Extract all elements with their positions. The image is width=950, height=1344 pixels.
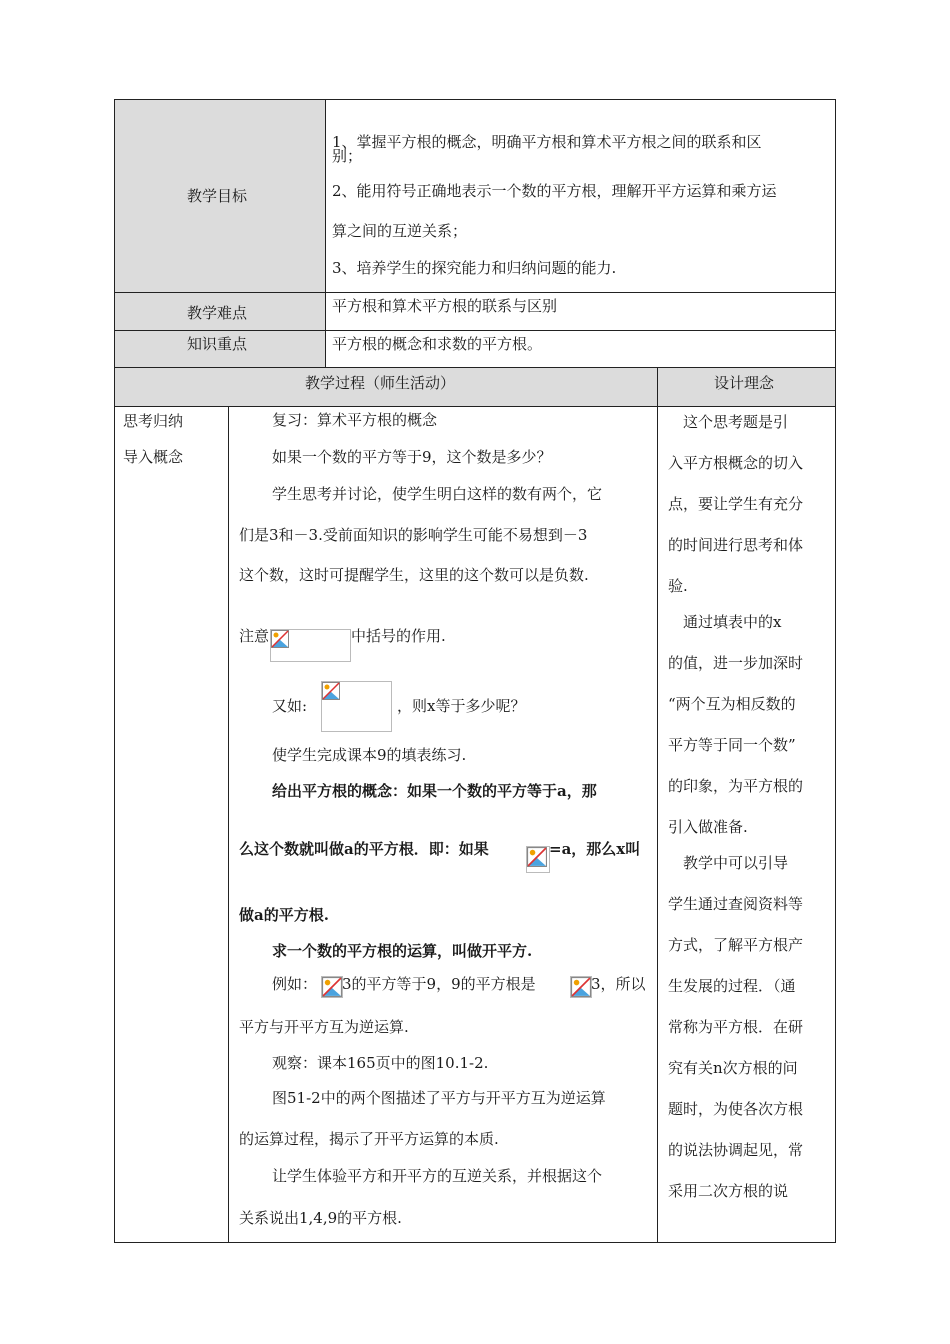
table-border xyxy=(325,99,326,368)
goal-line: 算之间的互逆关系； xyxy=(332,222,468,240)
broken-image-icon xyxy=(322,977,342,997)
concept-line: 的印象，为平方根的 xyxy=(668,777,804,795)
definition-line: 给出平方根的概念：如果一个数的平方等于a，那 xyxy=(272,782,597,800)
example-line: 平方与开平方互为逆运算. xyxy=(239,1018,409,1036)
table-border xyxy=(115,406,836,407)
goal-line: 1、掌握平方根的概念，明确平方根和算术平方根之间的联系和区 xyxy=(332,133,762,151)
key-label: 知识重点 xyxy=(187,335,248,353)
concept-line: 生发展的过程．（通 xyxy=(668,977,796,995)
example-middle: 3的平方等于9，9的平方根是 xyxy=(342,975,536,993)
concept-line: 常称为平方根．在研 xyxy=(668,1018,804,1036)
goal-line: 别； xyxy=(332,147,363,165)
goal-label: 教学目标 xyxy=(187,187,248,205)
also-prefix: 又如: xyxy=(272,697,308,715)
observe-line: 观察：课本165页中的图10.1-2. xyxy=(272,1054,489,1072)
header-concept: 设计理念 xyxy=(714,374,775,392)
table-border xyxy=(835,99,836,1243)
concept-line: 点，要让学生有充分 xyxy=(668,495,804,513)
question-line: 如果一个数的平方等于9，这个数是多少？ xyxy=(272,448,552,466)
table-border xyxy=(114,99,115,1243)
paragraph-line: 学生思考并讨论，使学生明白这样的数有两个，它 xyxy=(272,485,603,503)
concept-line: 采用二次方根的说 xyxy=(668,1182,789,1200)
experience-line: 让学生体验平方和开平方的互逆关系，并根据这个 xyxy=(272,1167,603,1185)
concept-line: 入平方根概念的切入 xyxy=(668,454,804,472)
concept-line: “两个互为相反数的 xyxy=(668,695,796,713)
header-process: 教学过程（师生活动） xyxy=(305,374,456,392)
definition-line: =a，那么x叫 xyxy=(549,840,641,858)
also-suffix: ，则x等于多少呢？ xyxy=(397,697,526,715)
broken-image-icon xyxy=(571,977,591,997)
table-border xyxy=(115,367,836,368)
note-prefix: 注意 xyxy=(239,627,270,645)
review-line: 复习：算术平方根的概念 xyxy=(272,411,438,429)
key-text: 平方根的概念和求数的平方根。 xyxy=(332,335,543,353)
formula-image xyxy=(321,681,392,732)
formula-image xyxy=(526,846,550,873)
concept-line: 通过填表中的x xyxy=(668,613,782,631)
concept-line: 教学中可以引导 xyxy=(668,854,789,872)
example-suffix: 3，所以 xyxy=(591,975,646,993)
table-border xyxy=(115,99,836,100)
table-border xyxy=(115,292,836,293)
paragraph-line: 这个数，这时可提醒学生，这里的这个数可以是负数. xyxy=(239,566,589,584)
concept-line: 方式，了解平方根产 xyxy=(668,936,804,954)
stage-line: 导入概念 xyxy=(123,448,184,466)
definition-line: 做a的平方根. xyxy=(239,906,329,924)
concept-line: 的时间进行思考和体 xyxy=(668,536,804,554)
concept-line: 平方等于同一个数” xyxy=(668,736,796,754)
example-prefix: 例如： xyxy=(272,975,318,993)
concept-line: 题时，为使各次方根 xyxy=(668,1100,804,1118)
table-border xyxy=(115,1242,836,1243)
concept-line: 的说法协调起见，常 xyxy=(668,1141,804,1159)
concept-line: 引入做准备. xyxy=(668,818,748,836)
concept-line: 究有关n次方根的问 xyxy=(668,1059,798,1077)
note-suffix: 中括号的作用. xyxy=(351,627,446,645)
broken-image-icon xyxy=(322,682,340,700)
exercise-line: 使学生完成课本9的填表练习. xyxy=(272,746,467,764)
formula-image xyxy=(321,976,343,998)
concept-line: 验. xyxy=(668,577,688,595)
table-border xyxy=(657,367,658,1243)
stage-line: 思考归纳 xyxy=(123,412,184,430)
goal-line: 2、能用符号正确地表示一个数的平方根，理解开平方运算和乘方运 xyxy=(332,182,777,200)
goal-line: 3、培养学生的探究能力和归纳问题的能力. xyxy=(332,259,617,277)
table-border xyxy=(115,330,836,331)
formula-image xyxy=(570,976,592,998)
definition-line: 么这个数就叫做a的平方根．即：如果 xyxy=(239,840,489,858)
paragraph-line: 们是3和－3.受前面知识的影响学生可能不易想到－3 xyxy=(239,526,588,544)
operation-definition: 求一个数的平方根的运算，叫做开平方. xyxy=(272,942,533,960)
figure-line: 的运算过程，揭示了开平方运算的本质. xyxy=(239,1130,499,1148)
formula-image xyxy=(270,629,351,662)
table-border xyxy=(228,406,229,1243)
concept-line: 这个思考题是引 xyxy=(668,413,789,431)
concept-line: 学生通过查阅资料等 xyxy=(668,895,804,913)
difficulty-label: 教学难点 xyxy=(187,304,248,322)
broken-image-icon xyxy=(527,847,547,867)
figure-line: 图51-2中的两个图描述了平方与开平方互为逆运算 xyxy=(272,1089,606,1107)
difficulty-text: 平方根和算术平方根的联系与区别 xyxy=(332,297,558,315)
experience-line: 关系说出1,4,9的平方根. xyxy=(239,1209,402,1227)
broken-image-icon xyxy=(271,630,289,648)
concept-line: 的值，进一步加深时 xyxy=(668,654,804,672)
